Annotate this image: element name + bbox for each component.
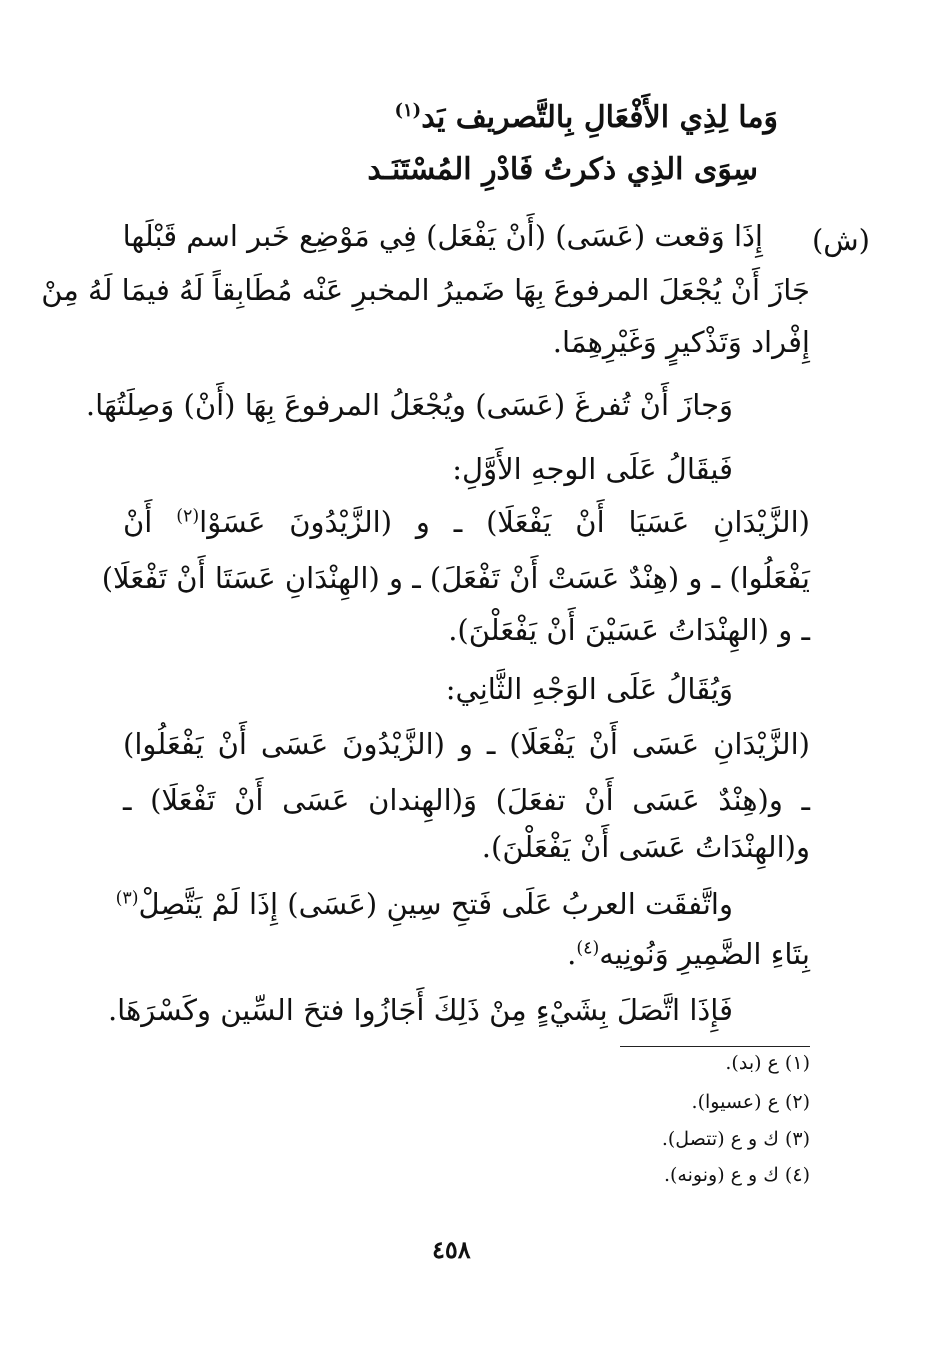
footnote-ref-1: (١) (394, 100, 422, 121)
paragraph-6-line-2: ـ و(هِنْدٌ عَسَى أَنْ تفعَلَ) وَ(الهِندان عَسَى أَنْ تَفْعَلَا) ـ (123, 783, 810, 817)
paragraph-1-line-3: إِفْراد وَتَذْكيرٍ وَغَيْرِهِمَا. (552, 325, 810, 359)
paragraph-5: وَيُقَالُ عَلَى الوَجْهِ الثَّانِي: (445, 672, 733, 706)
paragraph-4-line-1 (123, 505, 810, 539)
paragraph-6-line-3: و(الهِنْدَاتُ عَسَى أَنْ يَفْعَلْنَ). (481, 830, 810, 864)
footnote-2: (٢) ع (عسيوا). (691, 1091, 810, 1113)
paragraph-6-line-1: (الزَّيْدَانِ عَسَى أَنْ يَفْعَلَا) ـ و (الزَّيْدُونَ عَسَى أَنْ يَفْعَلُوا) (123, 727, 810, 761)
footnote-separator (620, 1046, 810, 1047)
footnote-ref-4: (٤) (576, 938, 600, 959)
footnote-ref-3: (٣) (115, 888, 139, 909)
page-number: ٤٥٨ (432, 1235, 471, 1264)
paragraph-1-line-1: إِذَا وَقعت (عَسَى) (أَنْ يَفْعَل) فِي مَوْضِع خَبر اسم قَبْلَها (122, 219, 763, 253)
paragraph-7-line-2 (567, 937, 810, 971)
verse-line-2-text: سِوَى الذِي ذكرتُ فَادْرِ المُسْتَنَـد (367, 152, 758, 187)
paragraph-4-line-1-end: أَنْ (123, 505, 153, 539)
paragraph-4-line-2: يَفْعَلُوا) ـ و (هِنْدٌ عَسَتْ أَنْ تَفْعَلَ) ـ و (الهِنْدَانِ عَسَتَا أَنْ تَفْعَلَا) (101, 561, 810, 595)
footnote-1: (١) ع (بد). (725, 1052, 810, 1074)
paragraph-7-line-1 (115, 887, 733, 921)
footnote-4: (٤) ك و ع (ونونه). (663, 1164, 810, 1186)
paragraph-1-line-2: جَازَ أَنْ يُجْعَلَ المرفوعَ بِهَا ضَميرُ المخبرِ عَنْه مُطَابِقاً لَهُ فيمَا لَهُ مِنْ (41, 273, 810, 307)
paragraph-7-line-2-text: بِتَاءِ الضَّمِيرِ وَنُونِيه (599, 937, 810, 971)
footnote-3: (٣) ك و ع (تتصل). (661, 1128, 810, 1150)
paragraph-2: وَجازَ أَنْ تُفرغَ (عَسَى) ويُجْعَلُ المرفوعَ بِهَا (أَنْ) وَصِلَتُهَا. (85, 388, 733, 422)
paragraph-4-line-3: ـ و (الهِنْدَاتُ عَسَيْنَ أَنْ يَفْعَلْنَ). (448, 613, 810, 647)
verse-line-2 (367, 152, 758, 187)
paragraph-7-line-2-end: . (567, 937, 577, 971)
paragraph-4-line-1-text: (الزَّيْدَانِ عَسَيَا أَنْ يَفْعَلَا) ـ و (الزَّيْدُونَ عَسَوْا (199, 505, 810, 539)
sharh-marker: (ش) (811, 223, 870, 257)
verse-line-1 (394, 100, 778, 135)
paragraph-8: فَإِذَا اتَّصَلَ بِشَيْءٍ مِنْ ذَلِكَ أَجَازُوا فتحَ السِّين وكَسْرَهَا. (107, 993, 733, 1027)
paragraph-7-line-1-text: واتَّفقَت العربُ عَلَى فَتحِ سِينِ (عَسَى) إِذَا لَمْ يَتَّصِلْ (138, 887, 733, 921)
footnote-ref-2: (٢) (176, 506, 200, 527)
verse-line-1-text: وَما لِذِي الأَفْعَالِ بِالتَّصريف يَد (421, 100, 778, 135)
paragraph-3: فَيقَالُ عَلَى الوجهِ الأَوَّلِ: (452, 452, 733, 486)
